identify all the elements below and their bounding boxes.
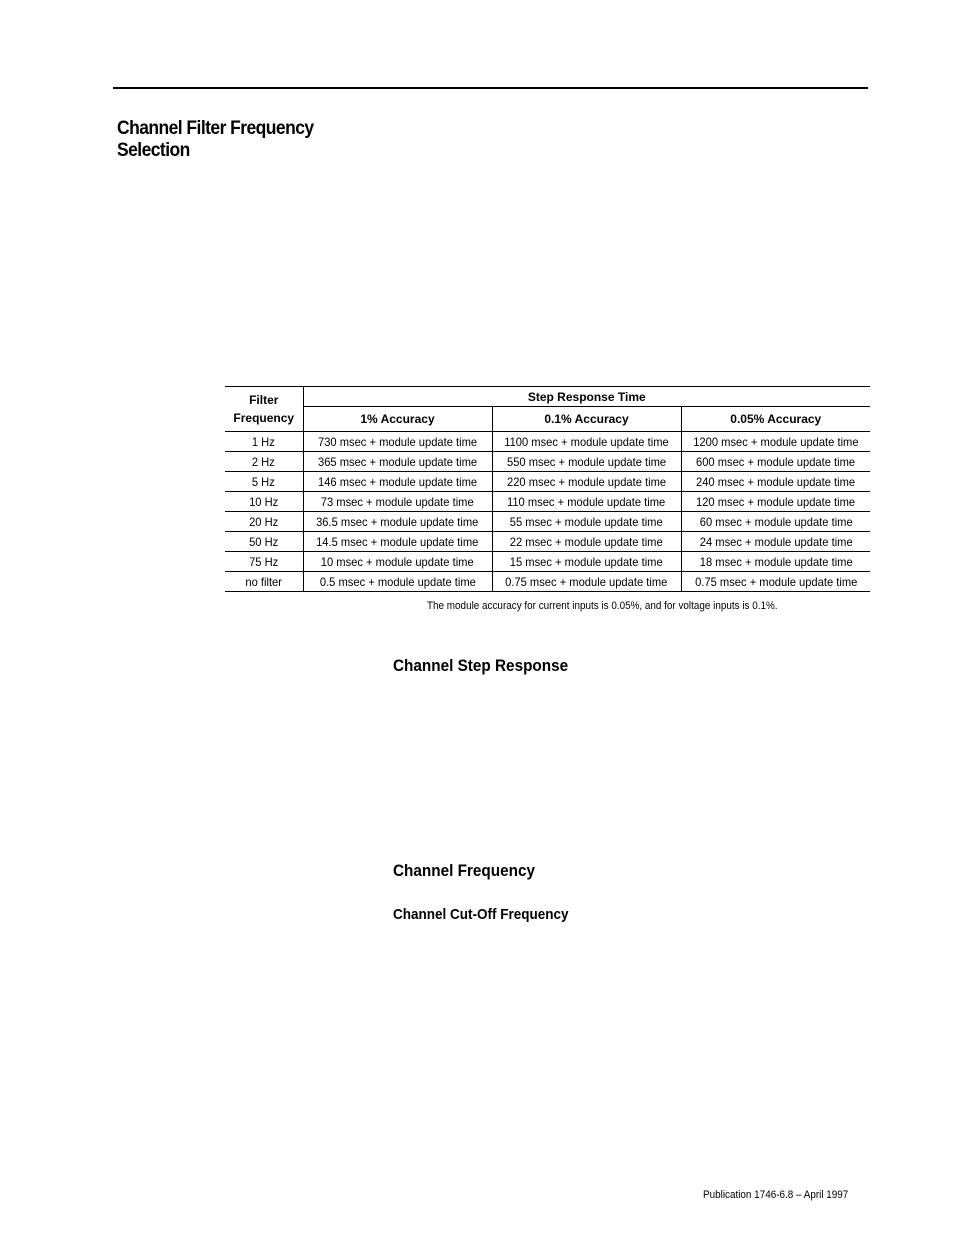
cell-text: 73 msec + module update time (321, 494, 474, 509)
step-response-cell (492, 492, 681, 512)
cell-text: 146 msec + module update time (317, 474, 478, 489)
cell-text: 10 msec + module update time (321, 554, 474, 569)
filter-frequency-cell (225, 512, 303, 532)
accuracy-1pct-header: 1% Accuracy (303, 407, 492, 432)
cell-text: 600 msec + module update time (696, 454, 856, 469)
table-row (225, 432, 870, 452)
step-response-cell (492, 472, 681, 492)
cell-text: 20 Hz (249, 514, 279, 529)
cell-text: 365 msec + module update time (317, 454, 478, 469)
filter-header-line-1: Filter (249, 393, 279, 407)
table-row (225, 572, 870, 592)
section-title-line-1: Channel Filter Frequency (117, 118, 314, 139)
step-response-cell (681, 512, 870, 532)
cell-text: 120 msec + module update time (696, 494, 856, 509)
step-response-cell (303, 472, 492, 492)
step-response-cell (681, 572, 870, 592)
step-response-cell (303, 552, 492, 572)
step-response-cell (303, 492, 492, 512)
cell-text: 5 Hz (252, 474, 276, 489)
accuracy-note (427, 600, 867, 612)
step-response-cell (303, 572, 492, 592)
cell-text: 22 msec + module update time (510, 534, 663, 549)
channel-frequency-heading: Channel Frequency (393, 861, 535, 880)
step-response-cell (492, 512, 681, 532)
cell-text: 55 msec + module update time (510, 514, 663, 529)
channel-step-response-heading: Channel Step Response (393, 656, 569, 675)
filter-frequency-cell (225, 472, 303, 492)
cell-text: 50 Hz (249, 534, 279, 549)
filter-frequency-cell (225, 492, 303, 512)
table-row (225, 512, 870, 532)
cell-text: 36.5 msec + module update time (316, 514, 479, 529)
cell-text: 14.5 msec + module update time (316, 534, 479, 549)
cell-text: 75 Hz (249, 554, 279, 569)
table-row (225, 472, 870, 492)
accuracy-note-text: The module accuracy for current inputs is 0.05%, and for voltage inputs is 0.1%. (427, 600, 778, 612)
cell-text: 110 msec + module update time (507, 494, 666, 509)
filter-frequency-cell (225, 452, 303, 472)
section-title-line-2: Selection (117, 140, 190, 161)
cell-text: 15 msec + module update time (510, 554, 663, 569)
step-response-time-header: Step Response Time (303, 387, 870, 407)
cell-text: 2 Hz (252, 454, 276, 469)
step-response-table (225, 386, 870, 592)
table-row (225, 452, 870, 472)
step-response-cell (492, 452, 681, 472)
step-response-cell (303, 512, 492, 532)
cell-text: 60 msec + module update time (699, 514, 853, 529)
cell-text: 1200 msec + module update time (693, 434, 859, 449)
cell-text: 24 msec + module update time (699, 534, 853, 549)
table-row (225, 552, 870, 572)
cell-text: 550 msec + module update time (506, 454, 667, 469)
cell-text: no filter (245, 574, 283, 589)
cell-text: 18 msec + module update time (699, 554, 853, 569)
step-response-cell (492, 532, 681, 552)
cell-text: 0.75 msec + module update time (694, 574, 857, 589)
step-response-cell (681, 552, 870, 572)
step-response-cell (303, 532, 492, 552)
filter-frequency-cell (225, 432, 303, 452)
accuracy-0.1pct-header: 0.1% Accuracy (492, 407, 681, 432)
step-response-cell (681, 492, 870, 512)
cell-text: 10 Hz (249, 494, 279, 509)
step-response-cell (492, 552, 681, 572)
cell-text: 730 msec + module update time (317, 434, 478, 449)
filter-frequency-cell (225, 572, 303, 592)
step-response-cell (303, 452, 492, 472)
step-response-cell (681, 472, 870, 492)
table-row (225, 492, 870, 512)
step-response-cell (681, 452, 870, 472)
filter-frequency-cell (225, 532, 303, 552)
filter-frequency-header (225, 387, 303, 432)
cell-text: 1100 msec + module update time (504, 434, 669, 449)
table-body (225, 432, 870, 592)
step-response-cell (492, 432, 681, 452)
section-title (117, 118, 393, 162)
top-rule (113, 87, 868, 89)
cell-text: 220 msec + module update time (506, 474, 667, 489)
step-response-cell (303, 432, 492, 452)
filter-header-line-2: Frequency (233, 411, 295, 425)
accuracy-0.05pct-header: 0.05% Accuracy (681, 407, 870, 432)
cell-text: 240 msec + module update time (696, 474, 856, 489)
step-response-cell (681, 532, 870, 552)
publication-footer: Publication 1746-6.8 – April 1997 (703, 1189, 849, 1201)
channel-cutoff-frequency-heading: Channel Cut-Off Frequency (393, 906, 569, 923)
step-response-cell (681, 432, 870, 452)
cell-text: 0.75 msec + module update time (505, 574, 668, 589)
filter-frequency-cell (225, 552, 303, 572)
cell-text: 0.5 msec + module update time (319, 574, 476, 589)
step-response-cell (492, 572, 681, 592)
table-row (225, 532, 870, 552)
cell-text: 1 Hz (252, 434, 276, 449)
